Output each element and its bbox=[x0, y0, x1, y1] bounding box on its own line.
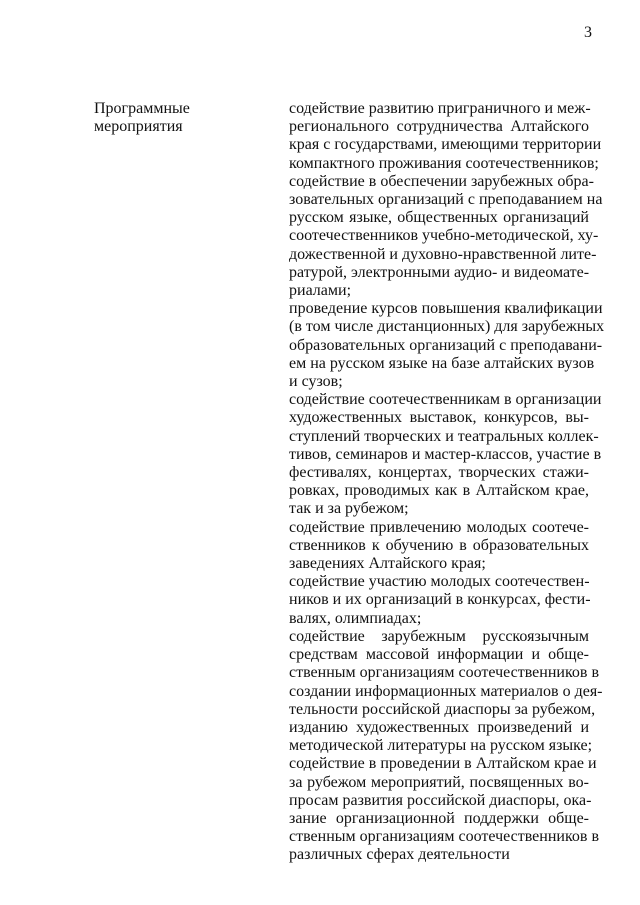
content-line: проведение курсов повышения квалификации bbox=[289, 300, 603, 318]
content-line: средствам массовой информации и обще- bbox=[289, 646, 589, 664]
section-label bbox=[94, 100, 190, 136]
content-line: тивов, семинаров и мастер-классов, участие в bbox=[289, 445, 602, 463]
content-line: края с государствами, имеющими территории bbox=[289, 136, 602, 154]
content-line: просам развития российской диаспоры, ока- bbox=[289, 791, 592, 809]
content-line: ственным организациям соотечественников в bbox=[289, 828, 600, 846]
content-line: ственным организациям соотечественников в bbox=[289, 664, 600, 682]
content-line: регионального сотрудничества Алтайского bbox=[289, 118, 589, 136]
content-line: русском языке, общественных организаций bbox=[289, 209, 589, 227]
content-line: зовательных организаций с преподаванием на bbox=[289, 191, 603, 209]
section-content bbox=[289, 100, 605, 865]
content-line: содействие соотечественникам в организации bbox=[289, 391, 602, 409]
content-line: компактного проживания соотечественников; bbox=[289, 154, 599, 172]
content-line: содействие в обеспечении зарубежных обра- bbox=[289, 172, 594, 190]
content-line: художественных выставок, конкурсов, вы- bbox=[289, 409, 589, 427]
content-line: (в том числе дистанционных) для зарубежных bbox=[289, 318, 605, 336]
content-line: риалами; bbox=[289, 282, 352, 300]
content-line: содействие развитию приграничного и меж- bbox=[289, 100, 591, 117]
content-line: заведениях Алтайского края; bbox=[289, 555, 486, 573]
content-line: ступлений творческих и театральных коллек- bbox=[289, 427, 599, 445]
content-line: содействие в проведении в Алтайском крае и bbox=[289, 755, 597, 773]
content-line: изданию художественных произведений и bbox=[289, 718, 589, 736]
content-line: содействие зарубежным русскоязычным bbox=[289, 627, 589, 645]
content-line: ем на русском языке на базе алтайских вузов bbox=[289, 354, 595, 372]
content-line: соотечественников учебно-методической, ху- bbox=[289, 227, 599, 245]
content-line: ников и их организаций в конкурсах, фести- bbox=[289, 591, 591, 609]
content-line: дожественной и духовно-нравственной лите- bbox=[289, 245, 597, 263]
content-line: ратурой, электронными аудио- и видеомате- bbox=[289, 263, 590, 281]
section-label-line: мероприятия bbox=[94, 118, 183, 136]
content-line: различных сферах деятельности bbox=[289, 846, 510, 864]
content-line: создании информационных материалов о дея- bbox=[289, 682, 603, 700]
content-line: образовательных организаций с преподавани- bbox=[289, 336, 603, 354]
content-line: валях, олимпиадах; bbox=[289, 609, 422, 627]
page-number: 3 bbox=[584, 24, 592, 41]
content-line: фестивалях, концертах, творческих стажи- bbox=[289, 464, 589, 482]
content-line: ственников к обучению в образовательных bbox=[289, 536, 589, 554]
content-line: методической литературы на русском языке; bbox=[289, 737, 593, 755]
section-label-line: Программные bbox=[94, 100, 190, 117]
content-line: зание организационной поддержки обще- bbox=[289, 809, 589, 827]
content-line: так и за рубежом; bbox=[289, 500, 409, 518]
content-line: ровках, проводимых как в Алтайском крае, bbox=[289, 482, 589, 500]
content-line: содействие участию молодых соотечествен- bbox=[289, 573, 590, 591]
content-line: и сузов; bbox=[289, 373, 343, 391]
content-line: тельности российской диаспоры за рубежом, bbox=[289, 700, 596, 718]
content-line: за рубежом мероприятий, посвященных во- bbox=[289, 773, 589, 791]
content-line: содействие привлечению молодых соотече- bbox=[289, 518, 589, 536]
